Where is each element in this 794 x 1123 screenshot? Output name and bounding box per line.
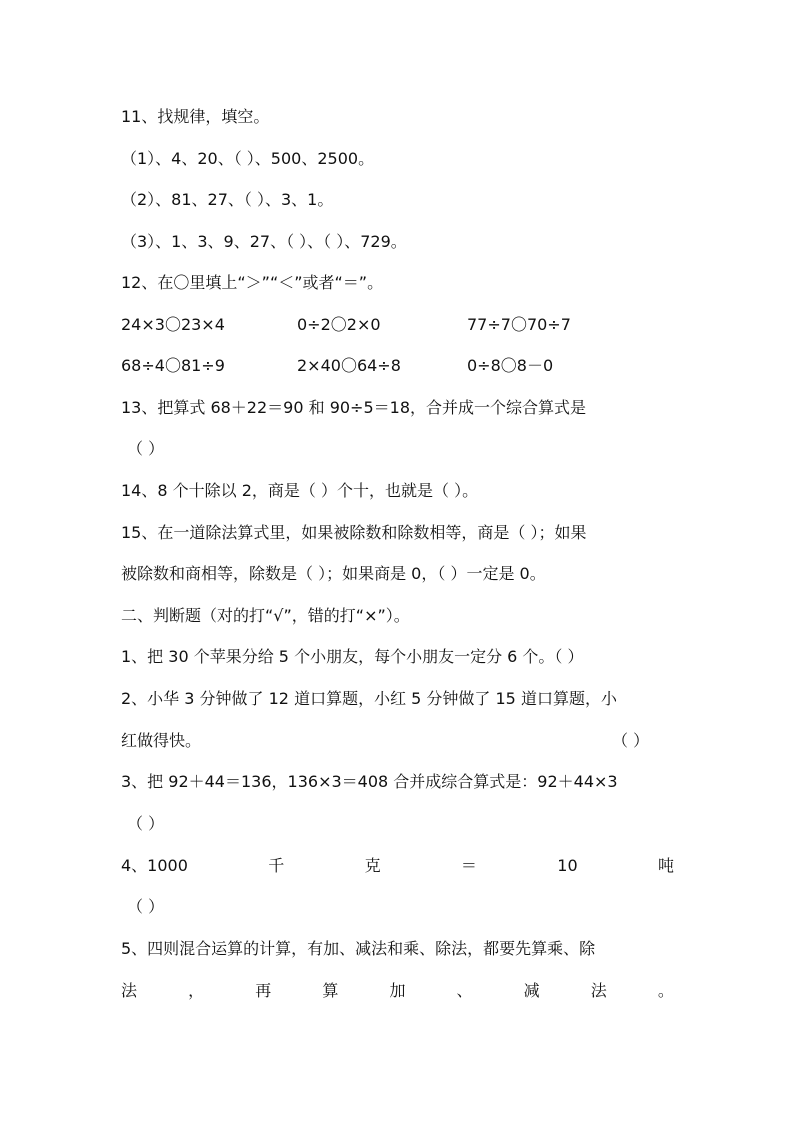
judge-item-5-part: 法 xyxy=(121,981,138,1000)
judge-item-4-part: 千 xyxy=(268,856,285,875)
judge-item-5-line-1: 5、四则混合运算的计算，有加、减法和乘、除法，都要先算乘、除 xyxy=(121,939,596,958)
judge-item-2-line-2: 红做得快。 xyxy=(121,731,202,750)
judge-item-4-line xyxy=(121,855,674,877)
judge-item-5-part: 加 xyxy=(389,981,406,1000)
q12-expr: 24×3〇23×4 xyxy=(121,315,225,334)
judge-item-4-part: 10 xyxy=(557,856,578,875)
q15-line-1: 15、在一道除法算式里，如果被除数和除数相等，商是（ ）；如果 xyxy=(121,523,587,542)
q15-line-2: 被除数和商相等，除数是（ ）；如果商是 0，（ ）一定是 0。 xyxy=(121,564,546,583)
judge-item-5-part: 再 xyxy=(255,981,272,1000)
judge-item-5-part: 。 xyxy=(657,981,674,1000)
q12-row-1 xyxy=(121,314,591,336)
judge-item-1: 1、把 30 个苹果分给 5 个小朋友，每个小朋友一定分 6 个。（ ） xyxy=(121,647,584,666)
judge-item-5-part: 法 xyxy=(590,981,607,1000)
judge-item-2-blank: （ ） xyxy=(612,731,650,750)
judge-item-5-line-2 xyxy=(121,980,674,1002)
judge-item-5-part: 、 xyxy=(456,981,473,1000)
section2-title: 二、判断题（对的打“√”，错的打“×”）。 xyxy=(121,606,410,625)
judge-item-4-part: 吨 xyxy=(657,856,674,875)
judge-item-3-line-1: 3、把 92＋44＝136，136×3＝408 合并成综合算式是：92＋44×3 xyxy=(121,772,618,791)
q12-expr: 2×40〇64÷8 xyxy=(297,356,401,375)
q12-title: 12、在〇里填上“＞”“＜”或者“＝”。 xyxy=(121,273,384,292)
q13-blank: （ ） xyxy=(127,439,165,458)
judge-item-4-part: 4、1000 xyxy=(121,856,188,875)
judge-item-4-part: ＝ xyxy=(460,856,477,875)
q14-text: 14、8 个十除以 2，商是（ ）个十，也就是（ ）。 xyxy=(121,481,479,500)
q11-title: 11、找规律，填空。 xyxy=(121,107,270,126)
q11-item-3: （3）、1、3、9、27、（ ）、（ ）、729。 xyxy=(121,232,407,251)
judge-item-3-blank: （ ） xyxy=(127,814,165,833)
q12-expr: 0÷8〇8－0 xyxy=(467,356,554,375)
q12-row-2 xyxy=(121,355,591,377)
q11-item-1: （1）、4、20、（ ）、500、2500。 xyxy=(121,149,375,168)
q12-expr: 77÷7〇70÷7 xyxy=(467,315,571,334)
judge-item-5-part: 减 xyxy=(523,981,540,1000)
judge-item-4-part: 克 xyxy=(364,856,381,875)
judge-item-5-part: 算 xyxy=(322,981,339,1000)
q12-expr: 68÷4〇81÷9 xyxy=(121,356,225,375)
judge-item-4-blank: （ ） xyxy=(127,897,165,916)
q11-item-2: （2）、81、27、（ ）、3、1。 xyxy=(121,190,334,209)
judge-item-5-part: ， xyxy=(188,981,205,1000)
q12-expr: 0÷2〇2×0 xyxy=(297,315,381,334)
q13-text: 13、把算式 68＋22＝90 和 90÷5＝18，合并成一个综合算式是 xyxy=(121,398,587,417)
judge-item-2-line-1: 2、小华 3 分钟做了 12 道口算题，小红 5 分钟做了 15 道口算题，小 xyxy=(121,689,617,708)
